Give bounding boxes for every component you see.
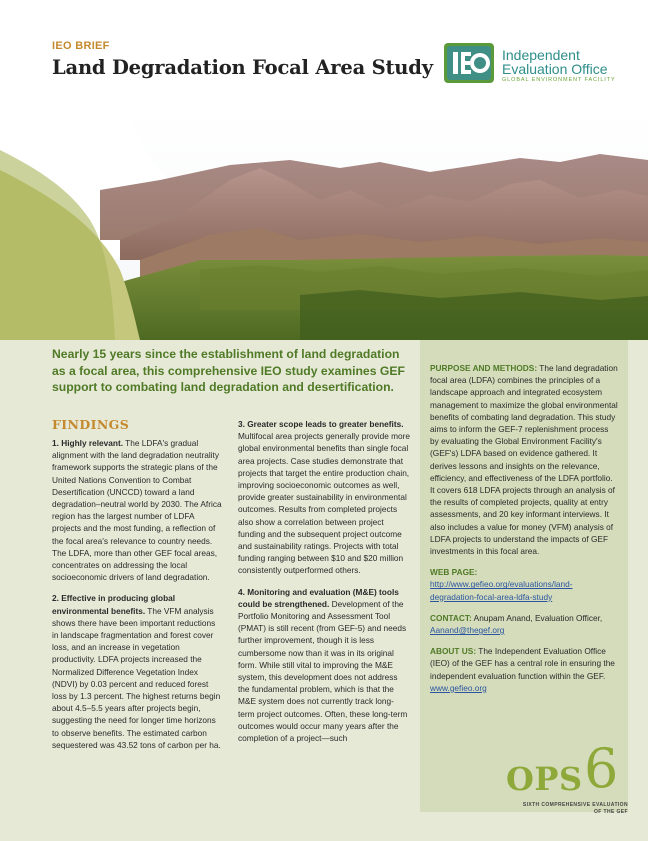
finding-1-body: The LDFA's gradual alignment with the land degradation neutrality framework supports the strategic plans of the United Nations Convention to Combat Desertification (UNCCD) toward a land degradation–neutral world by 2030. The Africa region has the largest number of LDFA projects and the most funding, a reflection of the focal area's relevance to country needs. The LDFA, more than other GEF focal areas, concentrates on addressing the local socioeconomic drivers of land degradation. bbox=[52, 438, 222, 583]
about-link[interactable]: www.gefieo.org bbox=[430, 682, 487, 693]
ieo-logo-icon bbox=[444, 43, 494, 83]
finding-1-title: 1. Highly relevant. bbox=[52, 438, 124, 448]
ops-number: 6 bbox=[584, 737, 619, 800]
contact-label: CONTACT: bbox=[430, 612, 472, 623]
about-body: The Independent Evaluation Office (IEO) of the GEF has a central role in ensuring the independent evaluation function within the GEF. bbox=[430, 646, 615, 681]
finding-4 bbox=[238, 586, 410, 745]
web-page bbox=[430, 566, 618, 603]
ops6-logo bbox=[494, 737, 634, 830]
logo-line-1: Independent bbox=[502, 47, 580, 63]
ops-caption-2: OF THE GEF bbox=[594, 809, 628, 815]
contact bbox=[430, 612, 618, 636]
purpose-body: The land degradation focal area (LDFA) combines the principles of a landscape approach and integrated ecosystem management to maximize the global environmental benefits of combating land degradation. This study aims to inform the GEF-7 replenishment process by evaluating the Global Environment Facility's (GEF's) LDFA based on evidence gathered. It derives lessons and insights on the relevance, efficiency, and effectiveness of the LDFA portfolio. It covers 618 LDFA projects through an analysis of the results of completed projects, quality at entry assessments, and 20 key informant interviews. It also includes a value for money (VFM) analysis of LDFA projects to understand the impacts of GEF investments in this focal area. bbox=[430, 363, 618, 557]
about-us bbox=[430, 645, 618, 694]
contact-name: Anupam Anand, Evaluation Officer, bbox=[473, 612, 603, 623]
purpose-label: PURPOSE AND METHODS: bbox=[430, 363, 538, 373]
brief-kicker: IEO BRIEF bbox=[52, 40, 110, 52]
web-page-link[interactable]: http://www.gefieo.org/evaluations/land-degradation-focal-area-ldfa-study bbox=[430, 579, 573, 602]
logo-line-2: Evaluation Office bbox=[502, 61, 608, 77]
ops-text: OPS bbox=[506, 760, 583, 798]
page-title: Land Degradation Focal Area Study bbox=[52, 56, 433, 79]
ieo-logo[interactable] bbox=[444, 40, 634, 86]
purpose-methods bbox=[430, 362, 618, 557]
hero-photo bbox=[0, 110, 648, 340]
findings-column-1 bbox=[52, 437, 224, 760]
header bbox=[0, 0, 648, 110]
finding-3-title: 3. Greater scope leads to greater benefits. bbox=[238, 419, 404, 429]
finding-4-body: Development of the Portfolio Monitoring and Assessment Tool (PMAT) is still recent (from GEF-5) and needs further improvement, though it is less cumbersome now than it was in its original form. While still vital to improving the M&E system, this development does not address the fundamental problem, which is that the M&E system does not currently track long-term project outcomes. Often, these long-term outcomes would occur many years after the completion of a project—such bbox=[238, 598, 408, 744]
ops-caption-1: SIXTH COMPREHENSIVE EVALUATION bbox=[522, 802, 628, 808]
findings-column-2 bbox=[238, 418, 410, 753]
finding-2 bbox=[52, 592, 224, 751]
finding-3 bbox=[238, 418, 410, 577]
finding-3-body: Multifocal area projects generally provide more global environmental benefits than single focal area projects. Case studies demonstrate that projects that target the entire production chain, improving socioeconomic outcomes as well, provide greater sustainability in environmental outcomes. Results from completed projects also show a correlation between project funding and the subsequent project outcome and sustainability ratings. Projects with total funding ranging between $10 and $20 million consistently outperformed others. bbox=[238, 431, 411, 576]
finding-2-body: The VFM analysis shows there have been important reductions in landscape fragmentation and forest cover loss, and an increase in vegetation productivity. LDFA projects increased the Normalized Difference Vegetation Index (NDVI) by 0.03 percent and reduced forest loss by 1.3 percent. The highest returns begin about 4.5–5.5 years after projects begin, suggesting the need for longer time horizons to observe benefits. The estimated carbon sequestered was 43.52 tons of carbon per ha. bbox=[52, 605, 221, 750]
finding-2-title: 2. Effective in producing global environmental benefits. bbox=[52, 593, 176, 616]
findings-heading: FINDINGS bbox=[52, 417, 130, 432]
contact-email-link[interactable]: Aanand@thegef.org bbox=[430, 625, 505, 636]
about-label: ABOUT US: bbox=[430, 646, 477, 657]
lead-summary: Nearly 15 years since the establishment of land degradation as a focal area, this comprehensive IEO study examines GEF support to combating land degradation and desertification. bbox=[52, 347, 405, 394]
web-label: WEB PAGE: bbox=[430, 567, 478, 578]
finding-4-title: 4. Monitoring and evaluation (M&E) tools could be strengthened. bbox=[238, 586, 399, 609]
logo-line-3: GLOBAL ENVIRONMENT FACILITY bbox=[502, 77, 616, 83]
finding-1 bbox=[52, 437, 224, 583]
mountain-valley-photo bbox=[0, 110, 648, 340]
